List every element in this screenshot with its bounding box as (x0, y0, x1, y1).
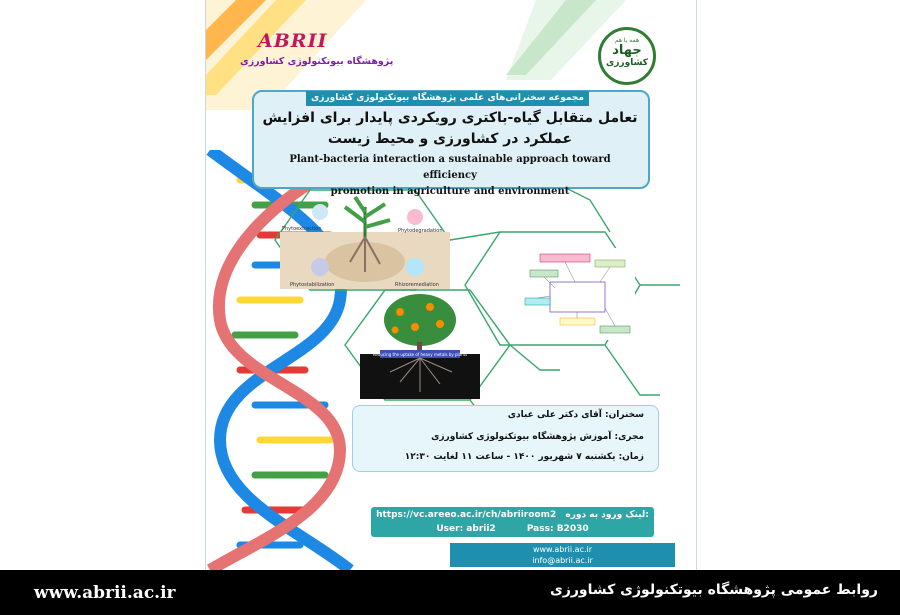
website-text[interactable]: www.abrii.ac.ir (532, 545, 593, 554)
fig1-label-phytoextraction: Phytoextraction (282, 226, 322, 232)
phytoremediation-figure (280, 192, 450, 289)
lecture-info-box (352, 405, 659, 472)
website-strip (450, 543, 675, 567)
abrii-logo-text: ABRII (258, 30, 328, 52)
login-user: User: abrii2 (436, 524, 496, 534)
title-persian (262, 108, 638, 150)
bacteria-mechanism-diagram (520, 248, 635, 340)
email-text[interactable]: info@abrii.ac.ir (532, 556, 593, 565)
title-persian-line2: عملکرد در کشاورزی و محیط زیست (327, 131, 573, 147)
join-link-label: لینک ورود به دوره: (565, 510, 649, 520)
login-pass: Pass: B2030 (526, 524, 589, 534)
speaker-text: سخنران: آقای دکتر علی عبادی (507, 410, 644, 420)
join-link-box (371, 507, 654, 537)
jahad-logo-top: همه با هم (614, 37, 640, 44)
tree-roots-figure (360, 292, 480, 399)
fig1-label-phytostabilization: Phytostabilization (290, 282, 335, 288)
title-english-line1: Plant-bacteria interaction a sustainable approach toward efficiency (289, 154, 611, 181)
fig2-caption: Reducing the uptake of heavy metals by plants (372, 352, 468, 357)
abrii-logo-subtitle: پژوهشگاه بیوتکنولوژی کشاورزی (240, 56, 394, 67)
title-english-line2: promotion in agriculture and environment (330, 186, 570, 197)
host-text: مجری: آموزش پژوهشگاه بیوتکنولوژی کشاورزی (431, 432, 644, 442)
jahad-logo-mid: جهاد (612, 43, 642, 58)
jahad-logo-bottom: کشاورزی (606, 58, 648, 68)
fig1-label-phytodegradation: Phytodegradation (398, 228, 443, 234)
title-english (262, 152, 638, 200)
title-persian-line1: تعامل متقابل گیاه-باکتری رویکردی پایدار برای افزایش (262, 110, 638, 126)
series-banner: مجموعه سخنرانی‌های علمی پژوهشگاه بیوتکنولوژی کشاورزی (306, 91, 589, 106)
footer-url[interactable]: www.abrii.ac.ir (34, 583, 176, 603)
abrii-logo (240, 28, 394, 72)
fig1-label-rhizoremediation: Rhizoremediation (395, 282, 439, 288)
time-text: زمان: یکشنبه ۷ شهریور ۱۴۰۰ - ساعت ۱۱ لغایت ۱۲:۳۰ (404, 452, 644, 462)
join-link-url[interactable]: https://vc.areeo.ac.ir/ch/abriiroom2 (376, 510, 557, 520)
jahad-keshavarzi-logo (598, 27, 656, 85)
footer-org-name: روابط عمومی پژوهشگاه بیوتکنولوژی کشاورزی (549, 582, 878, 598)
